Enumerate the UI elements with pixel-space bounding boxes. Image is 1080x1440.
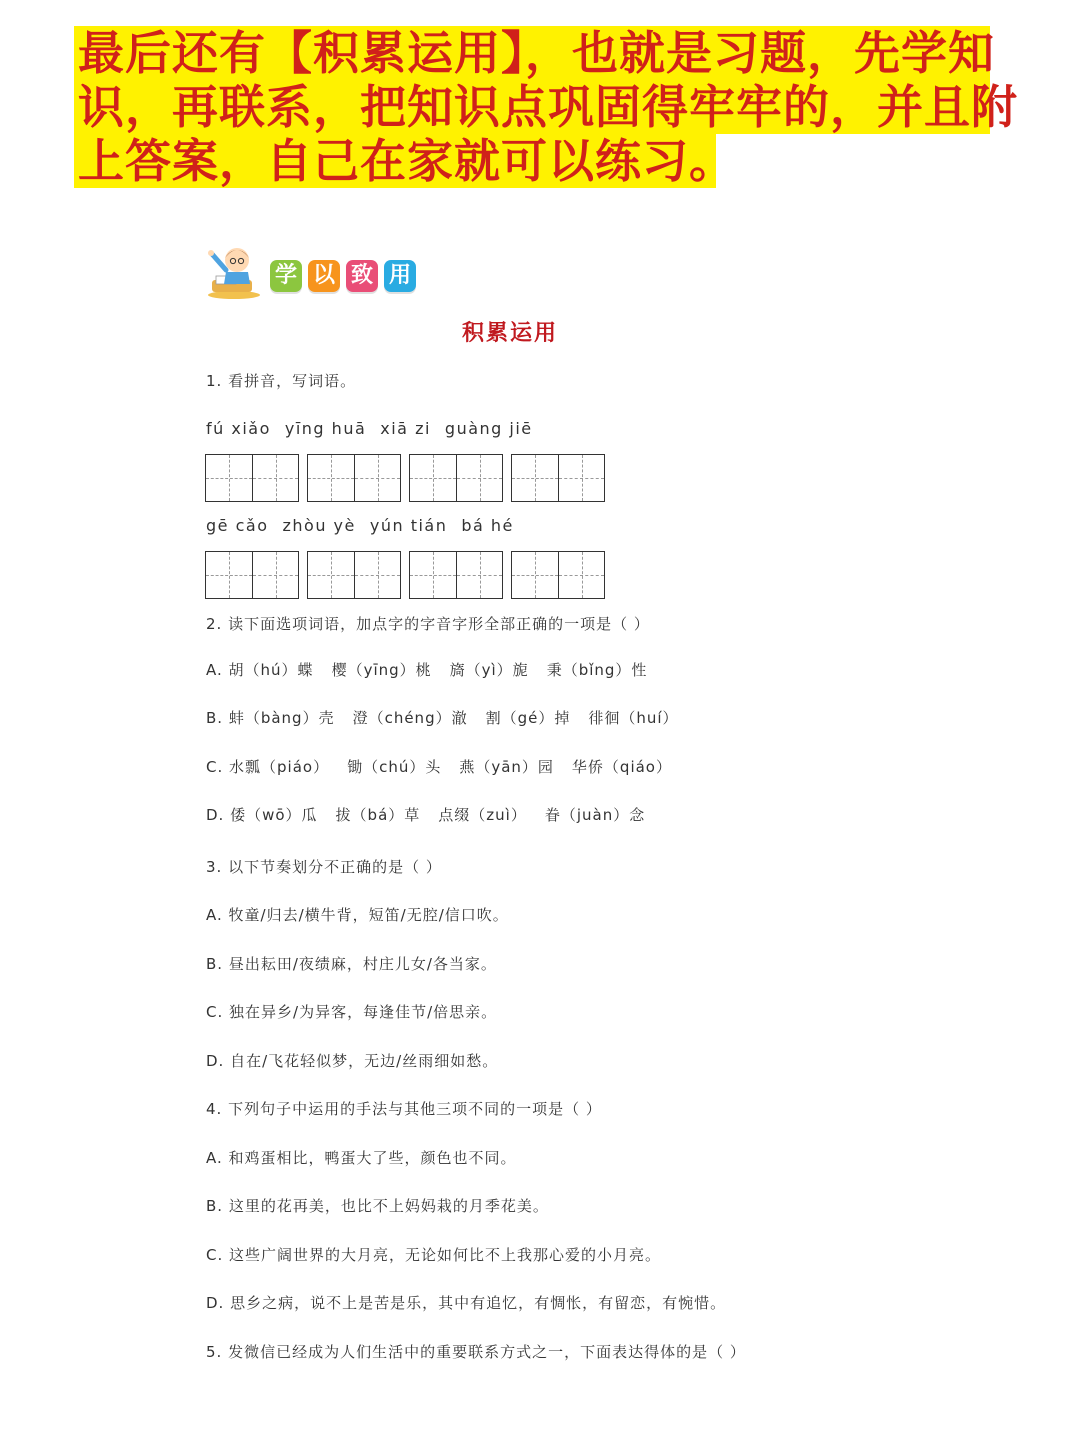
option-word: A. 胡（hú）蝶 <box>206 661 314 679</box>
option-word: 秉（bǐng）性 <box>546 661 648 679</box>
option-word: 徘徊（huí） <box>588 709 679 727</box>
pinyin-row-1 <box>206 419 547 438</box>
writing-box[interactable] <box>511 454 605 502</box>
document-title: 积累运用 <box>461 320 558 346</box>
question-2-prompt: 2. 读下面选项词语，加点字的字音字形全部正确的一项是（ ） <box>206 615 650 633</box>
pinyin-row-2 <box>206 516 528 535</box>
writing-box[interactable] <box>205 551 299 599</box>
option-word: 眷（juàn）念 <box>544 806 646 824</box>
option-word: 点缀（zuì） <box>438 806 527 824</box>
question-4-prompt: 4. 下列句子中运用的手法与其他三项不同的一项是（ ） <box>206 1100 602 1118</box>
banner-tiles <box>270 260 416 292</box>
option-word: 华侨（qiáo） <box>571 758 672 776</box>
question-3-option-b[interactable]: B. 昼出耘田/夜绩麻，村庄儿女/各当家。 <box>206 955 497 973</box>
question-4-option-c[interactable]: C. 这些广阔世界的大月亮，无论如何比不上我那心爱的小月亮。 <box>206 1246 662 1264</box>
question-2-option-c[interactable] <box>206 756 690 777</box>
question-4-option-b[interactable]: B. 这里的花再美，也比不上妈妈栽的月季花美。 <box>206 1197 549 1215</box>
option-word: 樱（yīng）桃 <box>331 661 432 679</box>
banner-tile: 以 <box>308 260 340 292</box>
pinyin-word: yīng huā <box>284 419 367 438</box>
question-1-prompt: 1. 看拼音，写词语。 <box>206 372 357 390</box>
option-word: 拔（bá）草 <box>335 806 421 824</box>
question-2-option-b[interactable] <box>206 707 697 728</box>
study-banner <box>200 240 430 300</box>
pinyin-word: bá hé <box>461 516 514 535</box>
writing-box[interactable] <box>307 454 401 502</box>
pinyin-word: zhòu yè <box>282 516 356 535</box>
writing-box[interactable] <box>307 551 401 599</box>
pinyin-word: fú xiǎo <box>206 419 271 438</box>
option-word: 澄（chéng）澈 <box>352 709 468 727</box>
writing-box[interactable] <box>205 454 299 502</box>
caption-line-3: 上答案，自己在家就可以练习。 <box>74 134 994 188</box>
banner-tile: 学 <box>270 260 302 292</box>
highlighted-caption <box>74 26 1018 188</box>
student-reading-icon <box>204 240 264 300</box>
question-2-option-a[interactable] <box>206 659 665 680</box>
question-3-option-c[interactable]: C. 独在异乡/为异客，每逢佳节/倍思亲。 <box>206 1003 498 1021</box>
question-3-option-a[interactable]: A. 牧童/归去/横牛背，短笛/无腔/信口吹。 <box>206 906 509 924</box>
option-word: C. 水瓢（piáo） <box>206 758 330 776</box>
question-3-option-d[interactable]: D. 自在/飞花轻似梦，无边/丝雨细如愁。 <box>206 1052 499 1070</box>
option-word: 燕（yān）园 <box>459 758 554 776</box>
option-word: 割（gé）掉 <box>485 709 571 727</box>
option-word: D. 倭（wō）瓜 <box>206 806 318 824</box>
writing-grid-row-2 <box>205 551 605 599</box>
option-word: 锄（chú）头 <box>347 758 442 776</box>
caption-line-1: 最后还有【积累运用】，也就是习题，先学知 <box>74 26 994 80</box>
question-5-prompt: 5. 发微信已经成为人们生活中的重要联系方式之一，下面表达得体的是（ ） <box>206 1343 746 1361</box>
option-word: B. 蚌（bàng）壳 <box>206 709 335 727</box>
question-4-option-a[interactable]: A. 和鸡蛋相比，鸭蛋大了些，颜色也不同。 <box>206 1149 517 1167</box>
banner-tile: 用 <box>384 260 416 292</box>
question-3-prompt: 3. 以下节奏划分不正确的是（ ） <box>206 858 442 876</box>
pinyin-word: gē cǎo <box>206 516 269 535</box>
writing-box[interactable] <box>409 551 503 599</box>
banner-tile: 致 <box>346 260 378 292</box>
option-word: 旖（yì）旎 <box>449 661 529 679</box>
pinyin-word: yún tián <box>369 516 448 535</box>
writing-box[interactable] <box>511 551 605 599</box>
caption-line-2: 识，再联系，把知识点巩固得牢牢的，并且附 <box>74 80 994 134</box>
pinyin-word: xiā zi <box>380 419 431 438</box>
pinyin-word: guàng jiē <box>444 419 533 438</box>
writing-box[interactable] <box>409 454 503 502</box>
question-2-option-d[interactable] <box>206 804 663 825</box>
question-4-option-d[interactable]: D. 思乡之病，说不上是苦是乐，其中有追忆，有惆怅，有留恋，有惋惜。 <box>206 1294 727 1312</box>
writing-grid-row-1 <box>205 454 605 502</box>
